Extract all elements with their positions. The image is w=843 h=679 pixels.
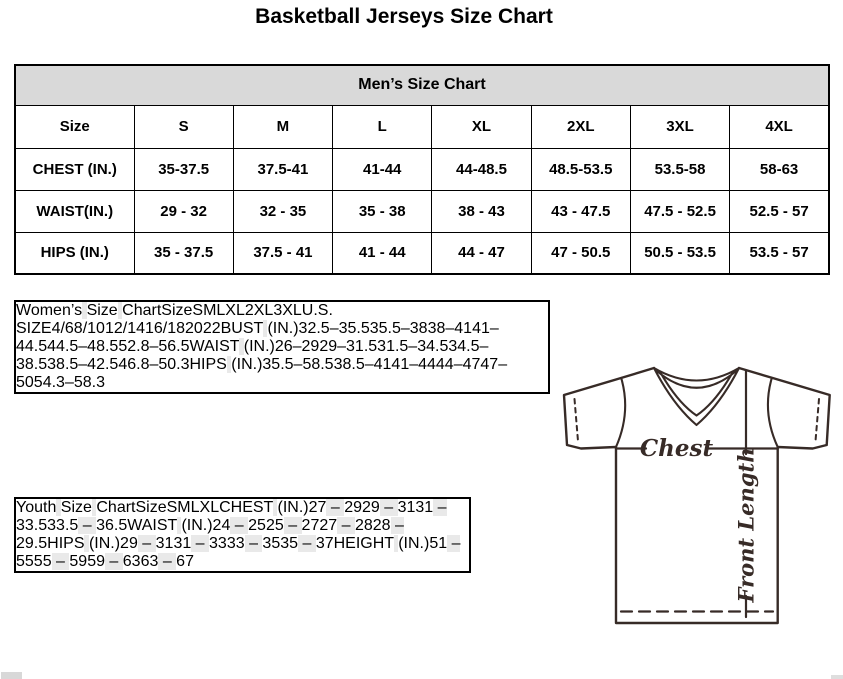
mens-size-cell: 38 - 43 <box>432 190 531 232</box>
jersey-collar <box>654 368 739 425</box>
mens-size-cell: 52.5 - 57 <box>730 190 829 232</box>
mens-size-cell: 35-37.5 <box>134 148 233 190</box>
mens-size-cell: 44 - 47 <box>432 232 531 274</box>
mens-col-header: 4XL <box>730 105 829 148</box>
mens-size-cell: 37.5-41 <box>233 148 332 190</box>
youth-size-table: Youth Size ChartSizeSMLXLCHEST (IN.)27 – 2929 – 3131 – 33.533.5 – 36.5WAIST (IN.)24 – 2525 – 2727 – 2828 – 29.5HIPS (IN.)29 – 3131 – 3333 – 3535 – 37HEIGHT (IN.)51 – 5555 – 5959 – 6363 – 67 <box>14 497 471 573</box>
mens-size-cell: 47 - 50.5 <box>531 232 630 274</box>
mens-col-header: XL <box>432 105 531 148</box>
mens-col-header: L <box>333 105 432 148</box>
chest-label: Chest <box>639 435 714 462</box>
womens-size-table: Women’s Size ChartSizeSMLXL2XL3XLU.S. SIZE4/68/1012/1416/182022BUST (IN.)32.5–35.535.5–3838–4141–44.544.5–48.552.8–56.5WAIST (IN.)26–2929–31.531.5–34.534.5–38.538.5–42.546.8–50.3HIPS (IN.)35.5–58.538.5–4141–4444–4747–5054.3–58.3 <box>14 300 550 394</box>
mens-size-cell: 44-48.5 <box>432 148 531 190</box>
mens-size-cell: 32 - 35 <box>233 190 332 232</box>
mens-table-row <box>15 232 829 274</box>
mens-col-header: M <box>233 105 332 148</box>
mens-col-header: S <box>134 105 233 148</box>
mens-size-table <box>14 64 830 275</box>
mens-size-cell: 35 - 38 <box>333 190 432 232</box>
mens-size-cell: 41 - 44 <box>333 232 432 274</box>
scrollbar-fragment-left[interactable] <box>1 672 22 679</box>
mens-size-cell: 58-63 <box>730 148 829 190</box>
jersey-outline <box>564 368 830 623</box>
mens-row-label: WAIST(IN.) <box>15 190 134 232</box>
mens-size-cell: 53.5 - 57 <box>730 232 829 274</box>
mens-size-cell: 37.5 - 41 <box>233 232 332 274</box>
mens-table-row <box>15 148 829 190</box>
scrollbar-fragment-right[interactable] <box>831 675 843 679</box>
mens-row-label: HIPS (IN.) <box>15 232 134 274</box>
mens-col-header: 3XL <box>630 105 729 148</box>
mens-size-cell: 35 - 37.5 <box>134 232 233 274</box>
jersey-measurement-diagram <box>551 358 841 640</box>
mens-table-title: Men’s Size Chart <box>15 65 829 105</box>
mens-size-cell: 41-44 <box>333 148 432 190</box>
mens-size-cell: 47.5 - 52.5 <box>630 190 729 232</box>
mens-size-cell: 48.5-53.5 <box>531 148 630 190</box>
mens-size-cell: 29 - 32 <box>134 190 233 232</box>
mens-size-cell: 50.5 - 53.5 <box>630 232 729 274</box>
mens-size-cell: 43 - 47.5 <box>531 190 630 232</box>
front-length-label: Front Length <box>733 447 759 603</box>
page-title: Basketball Jerseys Size Chart <box>255 5 553 28</box>
mens-col-header: 2XL <box>531 105 630 148</box>
mens-row-label: CHEST (IN.) <box>15 148 134 190</box>
mens-size-cell: 53.5-58 <box>630 148 729 190</box>
mens-col-header: Size <box>15 105 134 148</box>
mens-table-row <box>15 190 829 232</box>
